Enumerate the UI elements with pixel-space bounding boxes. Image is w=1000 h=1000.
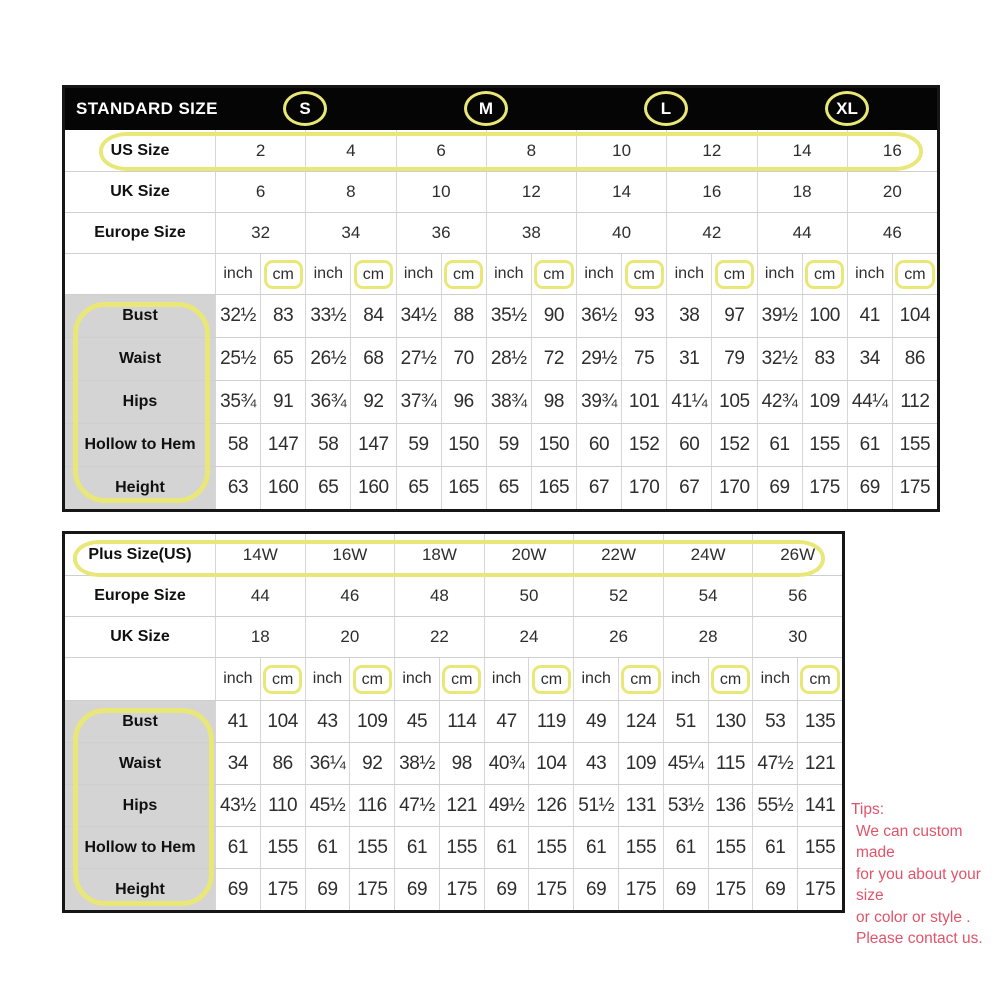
unit-cell-cm — [441, 254, 486, 294]
size-cell: 16W — [305, 534, 395, 575]
measurement-cell: 96 — [441, 381, 486, 423]
measurement-cell: 34 — [215, 743, 260, 784]
size-cell: 24W — [663, 534, 753, 575]
size-cell: 18 — [757, 172, 847, 212]
measurement-cell: 155 — [892, 424, 937, 466]
size-cell: 28 — [663, 617, 753, 657]
measurement-cell: 41¼ — [666, 381, 711, 423]
size-cell: 46 — [305, 576, 395, 616]
measurement-cell: 69 — [752, 869, 797, 910]
measurement-cell: 36½ — [576, 295, 621, 337]
measurement-cell: 155 — [618, 827, 663, 868]
measurement-cell: 98 — [531, 381, 576, 423]
size-cell: 34 — [305, 213, 395, 253]
cm-highlight: cm — [800, 665, 839, 694]
row-label: Bust — [65, 701, 215, 742]
measurement-cell: 61 — [573, 827, 618, 868]
measurement-cell: 83 — [260, 295, 305, 337]
unit-cell-inch: inch — [215, 658, 260, 700]
size-cell: 20 — [847, 172, 937, 212]
unit-cell-inch: inch — [663, 658, 708, 700]
measurement-cell: 31 — [666, 338, 711, 380]
unit-row — [65, 657, 842, 700]
measurement-cell: 109 — [618, 743, 663, 784]
measurement-cell: 26½ — [305, 338, 350, 380]
measurement-cell: 42¾ — [757, 381, 802, 423]
row-label: Hips — [65, 381, 215, 423]
measurement-cell: 114 — [439, 701, 484, 742]
measurement-row — [65, 466, 937, 509]
unit-cell-cm — [531, 254, 576, 294]
unit-cell-cm — [621, 254, 666, 294]
measurement-cell: 170 — [711, 467, 756, 509]
size-letter-circle-l: L — [644, 91, 688, 126]
unit-cell-cm — [708, 658, 753, 700]
unit-row-label — [65, 254, 215, 294]
size-cell: 42 — [666, 213, 756, 253]
measurement-cell: 28½ — [486, 338, 531, 380]
unit-cell-cm — [797, 658, 842, 700]
unit-cell-inch: inch — [305, 658, 350, 700]
size-row — [65, 616, 842, 657]
measurement-cell: 38¾ — [486, 381, 531, 423]
row-label: UK Size — [110, 183, 170, 200]
measurement-cell: 147 — [350, 424, 395, 466]
measurement-cell: 45¼ — [663, 743, 708, 784]
measurement-cell: 86 — [892, 338, 937, 380]
unit-cell-cm — [439, 658, 484, 700]
cm-highlight: cm — [532, 665, 571, 694]
size-row — [65, 171, 937, 212]
measurement-cell: 45½ — [305, 785, 350, 826]
measurement-cell: 92 — [350, 381, 395, 423]
cm-highlight: cm — [534, 260, 573, 289]
measurement-cell: 175 — [892, 467, 937, 509]
measurement-row — [65, 742, 842, 784]
measurement-cell: 59 — [396, 424, 441, 466]
measurement-cell: 61 — [215, 827, 260, 868]
size-cell: 30 — [752, 617, 842, 657]
measurement-cell: 34 — [847, 338, 892, 380]
measurement-cell: 131 — [618, 785, 663, 826]
row-label: UK Size — [110, 628, 170, 645]
measurement-cell: 61 — [394, 827, 439, 868]
size-cell: 56 — [752, 576, 842, 616]
measurement-cell: 36¼ — [305, 743, 350, 784]
measurement-cell: 152 — [711, 424, 756, 466]
unit-cell-cm — [260, 254, 305, 294]
size-cell: 32 — [215, 213, 305, 253]
measurement-row — [65, 826, 842, 868]
unit-cell-inch: inch — [394, 658, 439, 700]
size-cell: 50 — [484, 576, 574, 616]
measurement-cell: 65 — [305, 467, 350, 509]
size-cell: 16 — [666, 172, 756, 212]
unit-cell-cm — [802, 254, 847, 294]
size-cell: 18W — [394, 534, 484, 575]
measurement-cell: 32½ — [757, 338, 802, 380]
row-label: Waist — [65, 338, 215, 380]
size-cell: 36 — [396, 213, 486, 253]
measurement-cell: 69 — [847, 467, 892, 509]
measurement-cell: 69 — [663, 869, 708, 910]
measurement-cell: 126 — [528, 785, 573, 826]
size-cell: 54 — [663, 576, 753, 616]
size-cell: 2 — [215, 130, 305, 171]
unit-cell-cm — [260, 658, 305, 700]
row-label: Europe Size — [94, 587, 186, 604]
measurement-cell: 98 — [439, 743, 484, 784]
size-cell: 26 — [573, 617, 663, 657]
measurement-cell: 34½ — [396, 295, 441, 337]
measurement-cell: 175 — [618, 869, 663, 910]
measurement-cell: 61 — [663, 827, 708, 868]
measurement-cell: 124 — [618, 701, 663, 742]
measurement-cell: 58 — [215, 424, 260, 466]
size-cell: 38 — [486, 213, 576, 253]
cm-highlight: cm — [444, 260, 483, 289]
measurement-cell: 69 — [305, 869, 350, 910]
row-label: Waist — [65, 743, 215, 784]
row-label: Europe Size — [94, 224, 186, 241]
plus-size-grid — [65, 534, 842, 910]
measurement-row — [65, 423, 937, 466]
measurement-cell: 90 — [531, 295, 576, 337]
measurement-cell: 75 — [621, 338, 666, 380]
unit-cell-inch: inch — [305, 254, 350, 294]
measurement-cell: 39¾ — [576, 381, 621, 423]
measurement-cell: 175 — [802, 467, 847, 509]
measurement-cell: 59 — [486, 424, 531, 466]
size-cell: 8 — [305, 172, 395, 212]
measurement-cell: 43½ — [215, 785, 260, 826]
measurement-cell: 100 — [802, 295, 847, 337]
size-cell: 4 — [305, 130, 395, 171]
row-label: Plus Size(US) — [88, 545, 192, 563]
measurement-cell: 175 — [349, 869, 394, 910]
measurement-cell: 38½ — [394, 743, 439, 784]
row-label: Hollow to Hem — [65, 827, 215, 868]
measurement-cell: 68 — [350, 338, 395, 380]
measurement-cell: 41 — [847, 295, 892, 337]
measurement-cell: 67 — [576, 467, 621, 509]
measurement-cell: 72 — [531, 338, 576, 380]
size-cell: 44 — [757, 213, 847, 253]
measurement-cell: 115 — [708, 743, 753, 784]
measurement-cell: 69 — [484, 869, 529, 910]
tips-line: We can custom made — [856, 822, 963, 861]
measurement-cell: 55½ — [752, 785, 797, 826]
measurement-cell: 130 — [708, 701, 753, 742]
measurement-cell: 47½ — [394, 785, 439, 826]
unit-cell-cm — [349, 658, 394, 700]
measurement-cell: 135 — [797, 701, 842, 742]
size-cell: 18 — [215, 617, 305, 657]
unit-cell-inch: inch — [573, 658, 618, 700]
size-cell: 48 — [394, 576, 484, 616]
measurement-cell: 121 — [439, 785, 484, 826]
measurement-cell: 43 — [305, 701, 350, 742]
standard-size-grid — [65, 130, 937, 509]
size-cell: 40 — [576, 213, 666, 253]
measurement-cell: 45 — [394, 701, 439, 742]
size-cell: 26W — [752, 534, 842, 575]
measurement-cell: 38 — [666, 295, 711, 337]
unit-cell-inch: inch — [666, 254, 711, 294]
measurement-cell: 79 — [711, 338, 756, 380]
measurement-row — [65, 868, 842, 910]
measurement-cell: 165 — [441, 467, 486, 509]
measurement-cell: 36¾ — [305, 381, 350, 423]
measurement-cell: 119 — [528, 701, 573, 742]
measurement-cell: 175 — [797, 869, 842, 910]
standard-size-table — [62, 85, 940, 512]
unit-cell-inch: inch — [396, 254, 441, 294]
measurement-cell: 35½ — [486, 295, 531, 337]
measurement-cell: 147 — [260, 424, 305, 466]
measurement-cell: 37¾ — [396, 381, 441, 423]
cm-highlight: cm — [895, 260, 934, 289]
measurement-cell: 51½ — [573, 785, 618, 826]
cm-highlight: cm — [354, 260, 393, 289]
measurement-row — [65, 294, 937, 337]
tips-line: Please contact us. — [856, 930, 983, 947]
row-label: US Size — [110, 141, 170, 159]
size-cell: 20 — [305, 617, 395, 657]
row-label: Bust — [65, 295, 215, 337]
measurement-cell: 109 — [802, 381, 847, 423]
measurement-cell: 43 — [573, 743, 618, 784]
measurement-cell: 44¼ — [847, 381, 892, 423]
measurement-cell: 110 — [260, 785, 305, 826]
size-letter-circle-m: M — [464, 91, 508, 126]
measurement-cell: 32½ — [215, 295, 260, 337]
measurement-cell: 83 — [802, 338, 847, 380]
measurement-cell: 150 — [531, 424, 576, 466]
size-cell: 46 — [847, 213, 937, 253]
measurement-row — [65, 337, 937, 380]
measurement-row — [65, 700, 842, 742]
size-row — [65, 130, 937, 171]
unit-row-label — [65, 658, 215, 700]
measurement-cell: 155 — [528, 827, 573, 868]
measurement-cell: 155 — [349, 827, 394, 868]
measurement-cell: 60 — [666, 424, 711, 466]
measurement-cell: 104 — [892, 295, 937, 337]
measurement-row — [65, 380, 937, 423]
measurement-cell: 150 — [441, 424, 486, 466]
size-cell: 10 — [396, 172, 486, 212]
measurement-cell: 175 — [439, 869, 484, 910]
measurement-cell: 49½ — [484, 785, 529, 826]
measurement-cell: 160 — [260, 467, 305, 509]
measurement-cell: 97 — [711, 295, 756, 337]
measurement-cell: 155 — [797, 827, 842, 868]
unit-cell-inch: inch — [757, 254, 802, 294]
measurement-cell: 69 — [757, 467, 802, 509]
size-cell: 10 — [576, 130, 666, 171]
custom-tips-note — [851, 799, 1000, 950]
standard-size-title: STANDARD SIZE — [76, 99, 218, 118]
measurement-cell: 155 — [802, 424, 847, 466]
size-row — [65, 575, 842, 616]
measurement-cell: 25½ — [215, 338, 260, 380]
measurement-cell: 29½ — [576, 338, 621, 380]
size-cell: 14 — [757, 130, 847, 171]
measurement-cell: 93 — [621, 295, 666, 337]
size-cell: 6 — [396, 130, 486, 171]
measurement-cell: 165 — [531, 467, 576, 509]
measurement-cell: 67 — [666, 467, 711, 509]
size-row — [65, 534, 842, 575]
cm-highlight: cm — [625, 260, 664, 289]
size-letter-circle-xl: XL — [825, 91, 869, 126]
unit-cell-cm — [711, 254, 756, 294]
row-label: Height — [65, 869, 215, 910]
measurement-cell: 65 — [396, 467, 441, 509]
measurement-cell: 155 — [439, 827, 484, 868]
cm-highlight: cm — [353, 665, 392, 694]
measurement-cell: 160 — [350, 467, 395, 509]
tips-line: or color or style . — [856, 908, 971, 926]
measurement-cell: 152 — [621, 424, 666, 466]
unit-cell-cm — [618, 658, 663, 700]
size-row — [65, 212, 937, 253]
measurement-cell: 61 — [847, 424, 892, 466]
size-cell: 24 — [484, 617, 574, 657]
tips-line: for you about your size — [856, 865, 981, 904]
cm-highlight: cm — [442, 665, 481, 694]
cm-highlight: cm — [805, 260, 844, 289]
unit-cell-cm — [528, 658, 573, 700]
measurement-cell: 109 — [349, 701, 394, 742]
measurement-cell: 40¾ — [484, 743, 529, 784]
size-cell: 12 — [666, 130, 756, 171]
measurement-cell: 58 — [305, 424, 350, 466]
measurement-cell: 49 — [573, 701, 618, 742]
measurement-cell: 175 — [260, 869, 305, 910]
row-label: Hips — [65, 785, 215, 826]
unit-row — [65, 253, 937, 294]
measurement-cell: 155 — [708, 827, 753, 868]
unit-cell-cm — [892, 254, 937, 294]
measurement-cell: 86 — [260, 743, 305, 784]
measurement-cell: 84 — [350, 295, 395, 337]
size-cell: 20W — [484, 534, 574, 575]
measurement-cell: 175 — [708, 869, 753, 910]
cm-highlight: cm — [711, 665, 750, 694]
measurement-cell: 61 — [305, 827, 350, 868]
unit-cell-inch: inch — [576, 254, 621, 294]
size-cell: 14 — [576, 172, 666, 212]
cm-highlight: cm — [264, 260, 303, 289]
tips-title: Tips: — [851, 801, 885, 818]
measurement-cell: 141 — [797, 785, 842, 826]
size-cell: 16 — [847, 130, 937, 171]
measurement-cell: 51 — [663, 701, 708, 742]
size-cell: 14W — [215, 534, 305, 575]
plus-size-table — [62, 531, 845, 913]
measurement-cell: 88 — [441, 295, 486, 337]
unit-cell-inch: inch — [215, 254, 260, 294]
row-label: Hollow to Hem — [65, 424, 215, 466]
measurement-cell: 35¾ — [215, 381, 260, 423]
measurement-cell: 61 — [757, 424, 802, 466]
measurement-cell: 70 — [441, 338, 486, 380]
measurement-cell: 53½ — [663, 785, 708, 826]
measurement-cell: 69 — [215, 869, 260, 910]
measurement-cell: 41 — [215, 701, 260, 742]
unit-cell-cm — [350, 254, 395, 294]
measurement-cell: 47½ — [752, 743, 797, 784]
measurement-cell: 170 — [621, 467, 666, 509]
measurement-cell: 136 — [708, 785, 753, 826]
measurement-cell: 104 — [528, 743, 573, 784]
standard-size-header — [65, 88, 937, 130]
measurement-cell: 92 — [349, 743, 394, 784]
size-cell: 22 — [394, 617, 484, 657]
size-cell: 52 — [573, 576, 663, 616]
measurement-cell: 105 — [711, 381, 756, 423]
measurement-cell: 116 — [349, 785, 394, 826]
measurement-cell: 61 — [484, 827, 529, 868]
measurement-cell: 61 — [752, 827, 797, 868]
cm-highlight: cm — [263, 665, 302, 694]
size-cell: 44 — [215, 576, 305, 616]
measurement-cell: 155 — [260, 827, 305, 868]
measurement-cell: 65 — [486, 467, 531, 509]
measurement-cell: 121 — [797, 743, 842, 784]
measurement-cell: 91 — [260, 381, 305, 423]
measurement-cell: 112 — [892, 381, 937, 423]
measurement-row — [65, 784, 842, 826]
unit-cell-inch: inch — [486, 254, 531, 294]
size-cell: 6 — [215, 172, 305, 212]
measurement-cell: 65 — [260, 338, 305, 380]
row-label: Height — [65, 467, 215, 509]
measurement-cell: 27½ — [396, 338, 441, 380]
cm-highlight: cm — [715, 260, 754, 289]
unit-cell-inch: inch — [484, 658, 529, 700]
measurement-cell: 69 — [394, 869, 439, 910]
cm-highlight: cm — [621, 665, 660, 694]
measurement-cell: 104 — [260, 701, 305, 742]
unit-cell-inch: inch — [752, 658, 797, 700]
measurement-cell: 60 — [576, 424, 621, 466]
measurement-cell: 47 — [484, 701, 529, 742]
measurement-cell: 175 — [528, 869, 573, 910]
size-cell: 12 — [486, 172, 576, 212]
measurement-cell: 33½ — [305, 295, 350, 337]
size-letter-circle-s: S — [283, 91, 327, 126]
measurement-cell: 39½ — [757, 295, 802, 337]
measurement-cell: 63 — [215, 467, 260, 509]
measurement-cell: 69 — [573, 869, 618, 910]
measurement-cell: 101 — [621, 381, 666, 423]
size-cell: 8 — [486, 130, 576, 171]
measurement-cell: 53 — [752, 701, 797, 742]
size-cell: 22W — [573, 534, 663, 575]
unit-cell-inch: inch — [847, 254, 892, 294]
